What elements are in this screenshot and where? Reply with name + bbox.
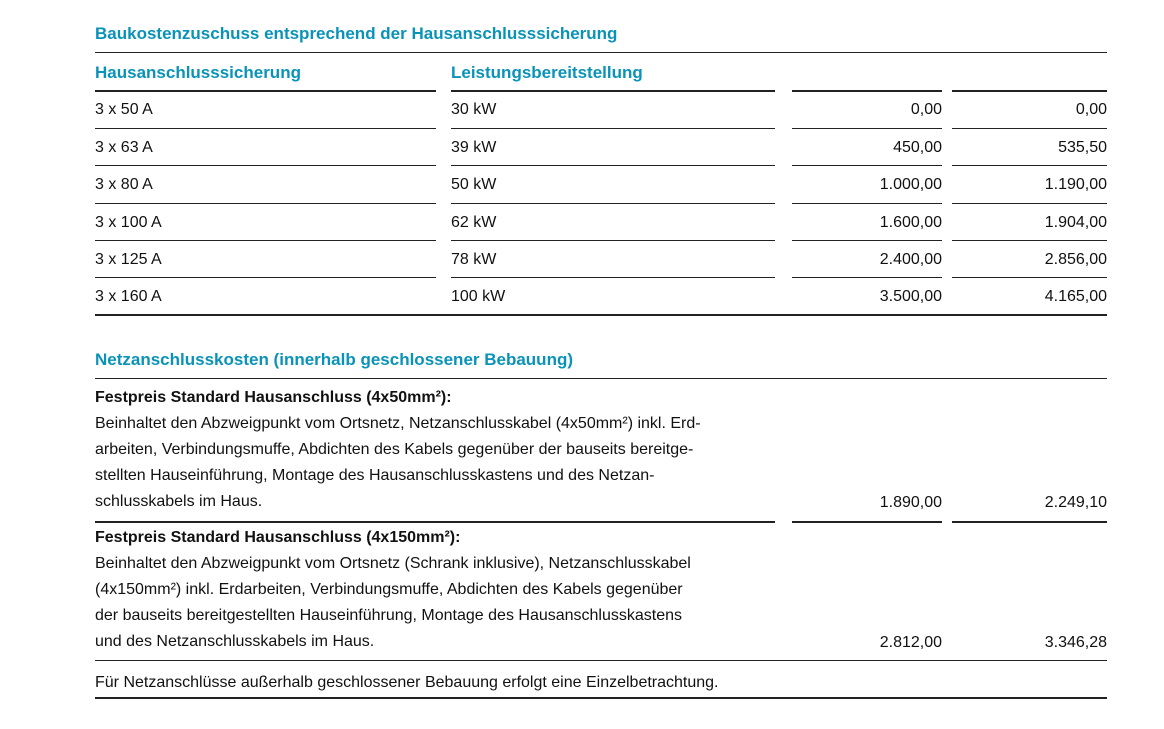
description-line: (4x150mm²) inkl. Erdarbeiten, Verbindungsmuffe, Abdichten des Kabels gegenüber xyxy=(95,581,683,598)
power-cell: 39 kW xyxy=(451,139,497,156)
description-line: stellten Hauseinführung, Montage des Hausanschlusskastens und des Netzan- xyxy=(95,467,655,484)
gross-price-cell: 4.165,00 xyxy=(1044,288,1107,305)
description-line: und des Netzanschlusskabels im Haus. xyxy=(95,633,375,650)
net-price-cell: 1.600,00 xyxy=(879,214,942,231)
section1-title: Baukostenzuschuss entsprechend der Hausanschlusssicherung xyxy=(95,24,618,43)
header-rule-col4 xyxy=(952,90,1107,92)
power-cell: 100 kW xyxy=(451,288,506,305)
item-rule xyxy=(952,521,1107,523)
item-rule xyxy=(95,660,1107,661)
net-price-cell: 1.000,00 xyxy=(879,176,942,193)
fuse-cell: 3 x 100 A xyxy=(95,214,162,231)
header-rule-col2 xyxy=(451,90,775,92)
row-rule xyxy=(451,203,775,204)
row-rule xyxy=(95,203,436,204)
item-description xyxy=(95,525,785,655)
row-rule xyxy=(792,128,942,129)
fuse-cell: 3 x 125 A xyxy=(95,251,162,268)
item-heading: Festpreis Standard Hausanschluss (4x150mm²): xyxy=(95,529,461,546)
power-cell: 62 kW xyxy=(451,214,497,231)
item-rule xyxy=(95,521,775,523)
row-rule xyxy=(451,277,775,278)
power-cell: 78 kW xyxy=(451,251,497,268)
row-rule xyxy=(952,128,1107,129)
description-line: schlusskabels im Haus. xyxy=(95,493,263,510)
row-rule xyxy=(451,165,775,166)
row-rule xyxy=(952,277,1107,278)
row-rule xyxy=(95,277,436,278)
description-line: der bauseits bereitgestellten Hauseinführung, Montage des Hausanschlusskastens xyxy=(95,607,683,624)
description-line: Beinhaltet den Abzweigpunkt vom Ortsnetz, Netzanschlusskabel (4x50mm²) inkl. Erd- xyxy=(95,415,701,432)
row-rule xyxy=(792,165,942,166)
description-line: Beinhaltet den Abzweigpunkt vom Ortsnetz (Schrank inklusive), Netzanschlusskabel xyxy=(95,555,691,572)
row-rule xyxy=(95,128,436,129)
net-price-cell: 450,00 xyxy=(893,139,942,156)
fuse-cell: 3 x 63 A xyxy=(95,139,153,156)
fuse-cell: 3 x 160 A xyxy=(95,288,162,305)
row-rule xyxy=(95,240,436,241)
gross-price-cell: 535,50 xyxy=(1058,139,1107,156)
header-power: Leistungsbereitstellung xyxy=(451,63,643,82)
gross-price-cell: 1.904,00 xyxy=(1044,214,1107,231)
gross-price-cell: 0,00 xyxy=(1075,101,1107,118)
header-fuse: Hausanschlusssicherung xyxy=(95,63,301,82)
net-price-cell: 1.890,00 xyxy=(879,494,942,511)
item-heading: Festpreis Standard Hausanschluss (4x50mm²): xyxy=(95,389,452,406)
gross-price-cell: 2.249,10 xyxy=(1044,494,1107,511)
net-price-cell: 2.812,00 xyxy=(879,634,942,651)
item-description xyxy=(95,385,785,515)
row-rule xyxy=(451,240,775,241)
footnote-rule xyxy=(95,697,1107,699)
footnote: Für Netzanschlüsse außerhalb geschlossener Bebauung erfolgt eine Einzelbetrachtung. xyxy=(95,674,719,691)
section1-title-rule xyxy=(95,52,1107,53)
fuse-cell: 3 x 50 A xyxy=(95,101,153,118)
gross-price-cell: 1.190,00 xyxy=(1044,176,1107,193)
row-rule xyxy=(952,165,1107,166)
header-rule-col1 xyxy=(95,90,436,92)
row-rule xyxy=(792,240,942,241)
row-rule xyxy=(952,240,1107,241)
row-rule xyxy=(451,128,775,129)
row-rule xyxy=(792,203,942,204)
table-bottom-rule xyxy=(95,314,1107,316)
gross-price-cell: 2.856,00 xyxy=(1044,251,1107,268)
fuse-cell: 3 x 80 A xyxy=(95,176,153,193)
row-rule xyxy=(95,165,436,166)
power-cell: 50 kW xyxy=(451,176,497,193)
row-rule xyxy=(792,277,942,278)
row-rule xyxy=(952,203,1107,204)
section2-title: Netzanschlusskosten (innerhalb geschlossener Bebauung) xyxy=(95,350,574,369)
section2-title-rule xyxy=(95,378,1107,379)
gross-price-cell: 3.346,28 xyxy=(1044,634,1107,651)
net-price-cell: 3.500,00 xyxy=(879,288,942,305)
item-rule xyxy=(792,521,942,523)
net-price-cell: 0,00 xyxy=(910,101,942,118)
net-price-cell: 2.400,00 xyxy=(879,251,942,268)
header-rule-col3 xyxy=(792,90,942,92)
power-cell: 30 kW xyxy=(451,101,497,118)
description-line: arbeiten, Verbindungsmuffe, Abdichten des Kabels gegenüber der bauseits bereitge- xyxy=(95,441,694,458)
